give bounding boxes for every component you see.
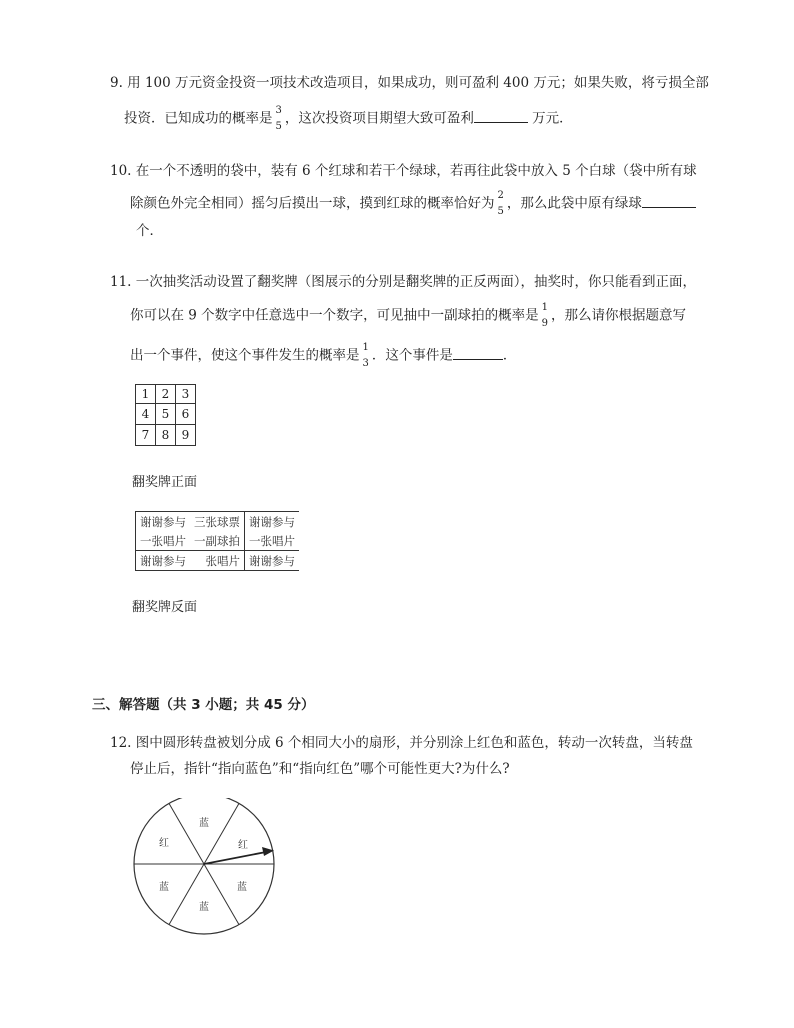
front-cell: 2 [156, 385, 176, 404]
q9-frac-den: 5 [275, 121, 282, 132]
front-cell: 9 [176, 425, 196, 446]
q10-line3: 个． [136, 223, 163, 239]
back-caption: 翻奖牌反面 [132, 600, 198, 615]
q11-text-d: ．这个事件是 [371, 347, 453, 364]
q12-line1: 12. 图中圆形转盘被划分成 6 个相同大小的扇形，并分别涂上红色和蓝色，转动一次转盘，当转盘 [110, 735, 693, 751]
front-card-grid [135, 384, 196, 446]
q10-line2 [130, 191, 696, 217]
q12-line2: 停止后，指针“指向蓝色”和“指向红色”哪个可能性更大?为什么? [130, 761, 510, 777]
back-cell: 张唱片 [190, 551, 245, 571]
q10-frac-num: 2 [497, 190, 504, 201]
front-cell: 1 [136, 385, 156, 404]
front-cell: 4 [136, 404, 156, 425]
q11-line3 [130, 343, 516, 369]
q9-text-b: ，这次投资项目期望大致可盈利 [284, 110, 474, 127]
q11-frac2-den: 3 [362, 358, 369, 369]
q11-frac2-num: 1 [362, 342, 369, 353]
q11-text-b: ，那么请你根据题意写 [551, 307, 687, 324]
back-cell: 一张唱片 [136, 531, 191, 551]
q10-fraction [497, 191, 505, 217]
q10-answer-blank[interactable] [642, 194, 696, 208]
spinner-diagram [126, 798, 286, 938]
sector-label: 蓝 [199, 902, 209, 913]
q9-fraction [275, 106, 283, 132]
q11-fraction-2 [362, 343, 370, 369]
q11-text-a: 你可以在 9 个数字中任意选中一个数字，可见抽中一副球拍的概率是 [130, 307, 539, 324]
q11-answer-blank[interactable] [453, 346, 503, 360]
sector-label: 蓝 [199, 818, 209, 829]
sector-label: 红 [238, 840, 248, 851]
q9-line2 [124, 106, 573, 132]
q11-line1: 11. 一次抽奖活动设置了翻奖牌（图展示的分别是翻奖牌的正反两面），抽奖时，你只能看到正面， [110, 274, 697, 290]
back-cell: 谢谢参与 [245, 551, 300, 571]
q11-text-c: 出一个事件，使这个事件发生的概率是 [130, 347, 360, 364]
q9-answer-blank[interactable] [474, 109, 528, 123]
q9-line1: 9. 用 100 万元资金投资一项技术改造项目，如果成功，则可盈利 400 万元；如果失败，将亏损全部 [110, 75, 709, 91]
front-cell: 3 [176, 385, 196, 404]
sector-label: 红 [159, 838, 169, 849]
sector-label: 蓝 [159, 882, 169, 893]
q10-frac-den: 5 [497, 206, 504, 217]
back-cell: 三张球票 [190, 512, 245, 532]
sector-label: 蓝 [237, 882, 247, 893]
front-cell: 5 [156, 404, 176, 425]
section-heading: 三、解答题（共 3 小题；共 45 分） [92, 697, 315, 713]
back-cell: 一张唱片 [245, 531, 300, 551]
q11-frac1-den: 9 [541, 318, 549, 329]
q10-text-b: ，那么此袋中原有绿球 [506, 195, 642, 212]
front-cell: 6 [176, 404, 196, 425]
back-card-grid [135, 511, 299, 571]
q9-frac-num: 3 [275, 105, 282, 116]
q11-text-e: ． [502, 347, 517, 364]
back-cell: 一副球拍 [190, 531, 245, 551]
back-cell: 谢谢参与 [249, 514, 295, 529]
back-cell: 谢谢参与 [140, 514, 186, 529]
q11-fraction-1 [541, 303, 549, 329]
front-cell: 8 [156, 425, 176, 446]
q10-line1: 10. 在一个不透明的袋中，装有 6 个红球和若干个绿球，若再往此袋中放入 5 个白球（袋中所有球 [110, 163, 697, 179]
front-cell: 7 [136, 425, 156, 446]
front-caption: 翻奖牌正面 [132, 475, 198, 490]
q11-line2 [130, 303, 686, 329]
q10-text-a: 除颜色外完全相同）摇匀后摸出一球，摸到红球的概率恰好为 [130, 195, 495, 212]
back-cell: 谢谢参与 [136, 551, 191, 571]
q11-frac1-num: 1 [541, 302, 549, 313]
q9-text-c: 万元． [532, 110, 573, 127]
q9-text-a: 投资．已知成功的概率是 [124, 110, 273, 127]
